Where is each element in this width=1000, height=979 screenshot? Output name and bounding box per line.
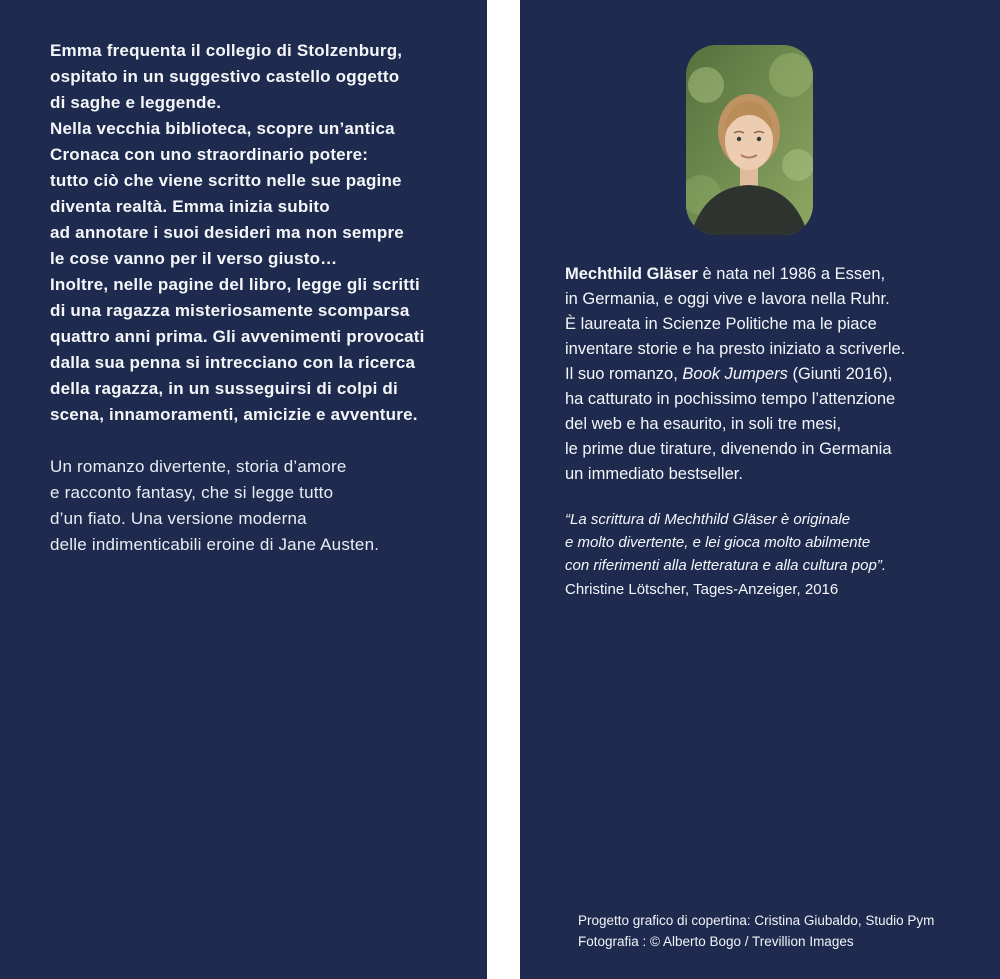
text-line: dalla sua penna si intrecciano con la ricerca	[50, 353, 416, 372]
text-line: tutto ciò che viene scritto nelle sue pagine	[50, 171, 402, 190]
author-bio	[565, 262, 1000, 487]
author-photo	[686, 45, 813, 235]
text-line: d’un fiato. Una versione moderna	[50, 509, 307, 528]
text-line: Inoltre, nelle pagine del libro, legge gli scritti	[50, 275, 420, 294]
synopsis-paragraph	[50, 38, 467, 428]
text-line: diventa realtà. Emma inizia subito	[50, 197, 330, 216]
text-line: “La scrittura di Mechthild Gläser è originale	[565, 511, 851, 528]
text-line: ad annotare i suoi desideri ma non sempre	[50, 223, 404, 242]
text-line: in Germania, e oggi vive e lavora nella Ruhr.	[565, 290, 890, 308]
text-line: Nella vecchia biblioteca, scopre un’antica	[50, 119, 395, 138]
right-flap-panel	[520, 0, 1000, 979]
left-flap-panel	[0, 0, 487, 979]
credits	[578, 910, 934, 952]
text-line: Mechthild Gläser è nata nel 1986 a Essen,	[565, 265, 886, 283]
text-line: le prime due tirature, divenendo in Germania	[565, 440, 892, 458]
review-quote	[565, 508, 1000, 601]
text-line: quattro anni prima. Gli avvenimenti provocati	[50, 327, 425, 346]
text-line: e racconto fantasy, che si legge tutto	[50, 483, 334, 502]
text-line: È laureata in Scienze Politiche ma le piace	[565, 315, 877, 333]
text-line: ha catturato in pochissimo tempo l’attenzione	[565, 390, 896, 408]
text-line: le cose vanno per il verso giusto…	[50, 249, 338, 268]
spine-gap	[487, 0, 520, 979]
text-line: Christine Lötscher, Tages-Anzeiger, 2016	[565, 581, 839, 598]
text-line: di saghe e leggende.	[50, 93, 222, 112]
text-line: di una ragazza misteriosamente scomparsa	[50, 301, 410, 320]
text-line: Fotografia : © Alberto Bogo / Trevillion Images	[578, 934, 854, 949]
text-line: Emma frequenta il collegio di Stolzenburg,	[50, 41, 403, 60]
text-line: Progetto grafico di copertina: Cristina Giubaldo, Studio Pym	[578, 913, 935, 928]
text-line: Un romanzo divertente, storia d’amore	[50, 457, 347, 476]
text-line: delle indimenticabili eroine di Jane Austen.	[50, 535, 380, 554]
text-line: un immediato bestseller.	[565, 465, 743, 483]
text-line: ospitato in un suggestivo castello oggetto	[50, 67, 400, 86]
text-line: inventare storie e ha presto iniziato a scriverle.	[565, 340, 906, 358]
text-line: della ragazza, in un susseguirsi di colpi di	[50, 379, 398, 398]
text-line: con riferimenti alla letteratura e alla cultura pop”.	[565, 557, 886, 574]
text-line: del web e ha esaurito, in soli tre mesi,	[565, 415, 842, 433]
text-line: scena, innamoramenti, amicizie e avventure.	[50, 405, 418, 424]
blurb-paragraph	[50, 454, 467, 558]
text-line: e molto divertente, e lei gioca molto abilmente	[565, 534, 871, 551]
text-line: Il suo romanzo, Book Jumpers (Giunti 2016),	[565, 365, 893, 383]
text-line: Cronaca con uno straordinario potere:	[50, 145, 369, 164]
